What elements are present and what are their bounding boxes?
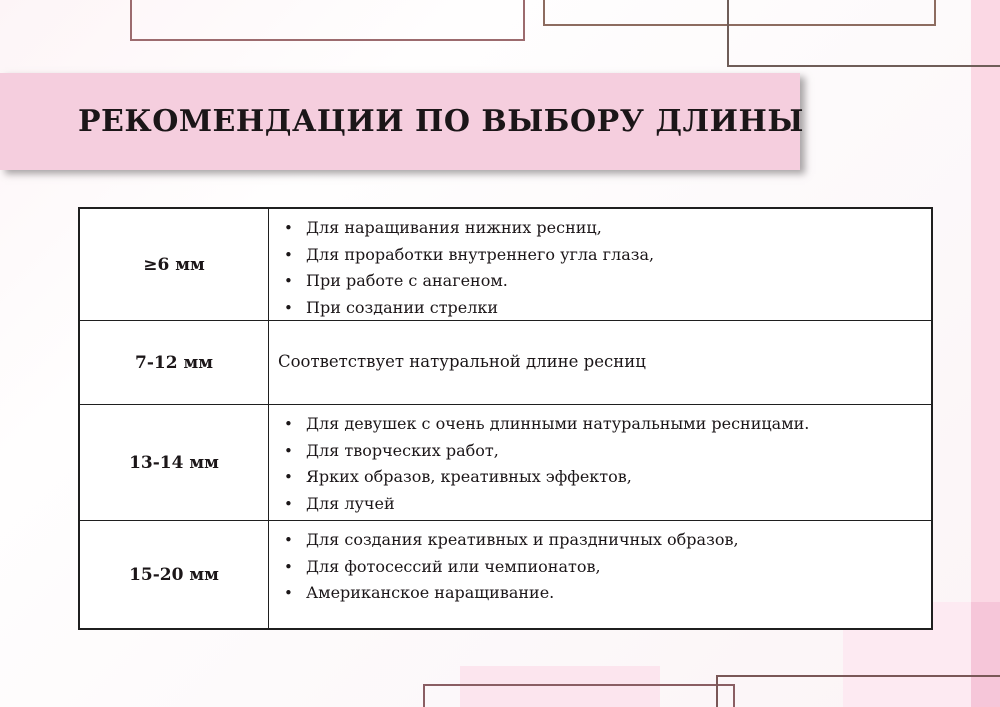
recommendation-cell (269, 405, 931, 520)
length-recommendations-table (78, 207, 933, 630)
recommendation-item: • При создании стрелки (269, 295, 921, 321)
page-title: РЕКОМЕНДАЦИИ ПО ВЫБОРУ ДЛИНЫ (78, 104, 804, 139)
table-row (80, 209, 931, 320)
recommendation-list (269, 349, 646, 376)
recommendation-item: • Американское наращивание. (269, 580, 921, 607)
recommendation-cell (269, 521, 931, 628)
recommendation-list (269, 521, 931, 611)
deco-rect-top-right (727, 0, 1000, 67)
recommendation-list (269, 209, 931, 320)
right-pink-strip (971, 0, 1000, 707)
recommendation-item: Соответствует натуральной длине ресниц (278, 352, 646, 372)
deco-rect-bottom-left (423, 684, 735, 707)
recommendation-cell (269, 321, 931, 404)
recommendation-item: • Ярких образов, креативных эффектов, (269, 464, 921, 491)
table-row (80, 320, 931, 404)
length-label: 15-20 мм (80, 521, 269, 628)
recommendation-item: • При работе с анагеном. (269, 268, 921, 295)
length-label: 13-14 мм (80, 405, 269, 520)
deco-rect-top-left (130, 0, 525, 41)
length-label: ≥6 мм (80, 209, 269, 320)
recommendation-item: • Для наращивания нижних ресниц, (269, 215, 921, 242)
recommendation-item: • Для творческих работ, (269, 438, 921, 465)
title-banner (0, 73, 804, 170)
recommendation-item: • Для девушек с очень длинными натуральными ресницами. (269, 411, 921, 438)
recommendation-item: • Для проработки внутреннего угла глаза, (269, 242, 921, 269)
recommendation-item: • Для лучей (269, 491, 921, 518)
recommendation-cell (269, 209, 931, 320)
table-row (80, 520, 931, 628)
recommendation-list (269, 405, 931, 520)
table-row (80, 404, 931, 520)
recommendation-item: • Для фотосессий или чемпионатов, (269, 554, 921, 581)
length-label: 7-12 мм (80, 321, 269, 404)
deco-rect-bottom-right (716, 675, 1000, 707)
recommendation-item: • Для создания креативных и праздничных образов, (269, 527, 921, 554)
